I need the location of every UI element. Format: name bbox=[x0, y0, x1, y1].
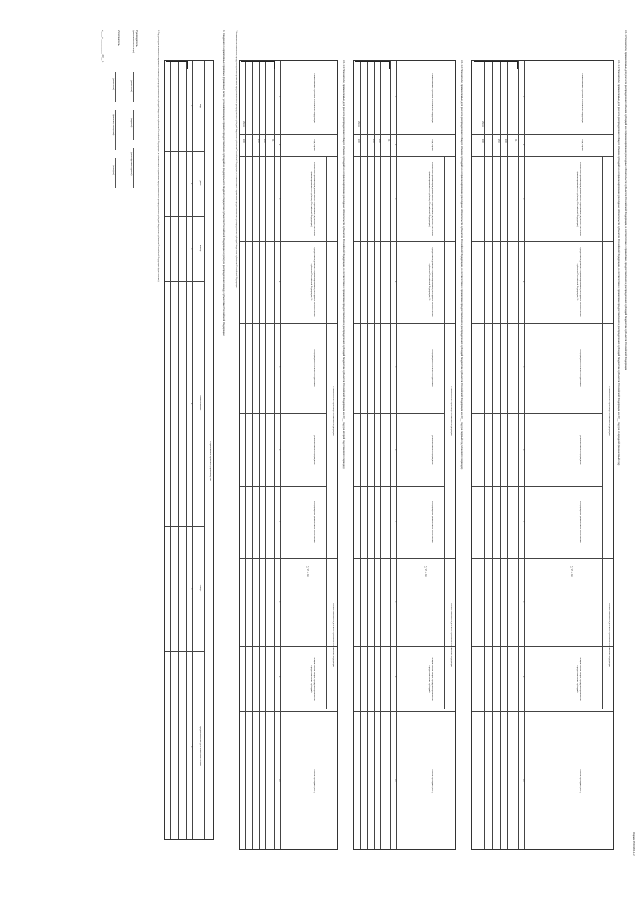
s4-header-number: номер bbox=[199, 244, 201, 252]
s3-colnum: 7 bbox=[278, 521, 280, 523]
s3-row-code: 900 bbox=[263, 139, 265, 143]
s3-header-name: Наименование субъекта Российской Федерации bbox=[313, 73, 315, 123]
s4-colnum: 6 bbox=[190, 746, 192, 748]
s4-header-purpose: предназначение для изменения статьи bbox=[199, 726, 201, 766]
footnote-asterisk: * Указываются показатели, предусмотренные правилами предоставления и распределения субсидий бюджетам субъектов Российской Федерации, в соответствии с правилами предоставления и распределения субсидий бюджетам субъектов Российской Федерации. bbox=[235, 30, 237, 289]
s1-header-c8: ∑ Vi ∙ Ki bbox=[570, 566, 573, 578]
s2-header-name: Наименование субъекта Российской Федерации bbox=[431, 73, 433, 123]
s1-header-c5: коэффициент полноты и подготовки bbox=[579, 349, 581, 387]
s2-header-group-calc: Расчет показателя для всех субъектов Российской Федерации bbox=[450, 603, 452, 667]
section-2-heading: 3.1.1.2 Показатели, применяемые для расчета распределения общего объема субсидий на софинансирование расходных обязательств субъектов Российской Федерации, в соответствии с правилами предоставления и распределения субсидий бюджетам субъектов Российской Федерации на 20__ год (на первый год планового периода) bbox=[460, 60, 463, 470]
s3-total-code: 900 bbox=[242, 139, 244, 143]
s1-header-c7: коэффициент финансового обеспечения bbox=[579, 501, 581, 543]
s4-header-group: Нормативный правовой (правовой) акт bbox=[209, 441, 211, 481]
s3-colnum: 1 bbox=[278, 96, 280, 98]
s2-colnum: 2 bbox=[394, 144, 396, 146]
s3-colnum: 9 bbox=[278, 676, 280, 678]
s4-header-name: наименование bbox=[199, 395, 201, 411]
sign-date: «____» __________ 20__ г. bbox=[101, 30, 104, 63]
s2-colnum: 3 bbox=[394, 198, 396, 200]
s2-colnum: 7 bbox=[394, 521, 396, 523]
section-2-table bbox=[353, 60, 456, 850]
s3-total-label: Итого bbox=[242, 121, 244, 128]
s2-header-c5: коэффициент полноты и подготовки bbox=[431, 349, 433, 387]
s1-colnum: 6 bbox=[522, 449, 524, 451]
s3-row-code: 950 bbox=[257, 139, 259, 143]
s1-header-group-indicators: Показатели по субъекту Российской Федерации bbox=[608, 386, 610, 436]
s2-colnum: 10 bbox=[394, 779, 396, 782]
s2-colnum: 6 bbox=[394, 449, 396, 451]
sign-executor-name: (фамилия, инициалы) bbox=[112, 114, 114, 136]
s1-colnum: 4 bbox=[522, 281, 524, 283]
s4-colnum: 1 bbox=[190, 105, 192, 107]
s2-header-code: Код строки bbox=[431, 139, 433, 151]
s3-colnum: 5 bbox=[278, 366, 280, 368]
s4-colnum: 2 bbox=[190, 183, 192, 185]
s3-colnum: 10 bbox=[278, 779, 280, 782]
s3-header-group-calc: Расчет показателя для всех субъектов Российской Федерации bbox=[332, 603, 334, 667]
s2-header-c9: общий объем затрат, предусмотренный на предоставление субсидий bbox=[428, 657, 433, 701]
sign-phone: (телефон) bbox=[112, 165, 114, 175]
s3-colnum: 8 bbox=[278, 601, 280, 603]
s1-total-code: 900 bbox=[481, 139, 483, 143]
s1-colnum: 2 bbox=[522, 144, 524, 146]
s3-header-c6: региональный коэффициент bbox=[313, 435, 315, 465]
s2-header-c4: предельный уровень софинансирования расходного обязательства субъекта Российской Федерации, % bbox=[428, 247, 433, 317]
s2-header-c3: количество организаций дошкольного образования (в расчете на объем финансирования по субъекту Российской Федерации) bbox=[428, 162, 433, 236]
sign-position: (должность) bbox=[130, 80, 132, 92]
sign-decoding: (расшифровка подписи) bbox=[130, 152, 132, 176]
s4-header-date: дата bbox=[199, 180, 201, 186]
section-3-table bbox=[239, 60, 338, 850]
s2-header-c6: региональный коэффициент bbox=[431, 435, 433, 465]
s1-header-c6: региональный коэффициент bbox=[579, 435, 581, 465]
s2-header-c8: ∑ Vi ∙ Ki bbox=[424, 566, 427, 578]
s1-header-name: Наименование субъекта Российской Федерации bbox=[581, 73, 583, 123]
s2-row-code: 01 bbox=[387, 139, 389, 142]
section-1-heading: 3.1.1.1 Показатели, применяемые для расчета распределения общего объема субсидий на софинансирование расходных обязательств субъектов Российской Федерации, в соответствии с правилами предоставления и распределения субсидий бюджетам субъектов Российской Федерации на 20__ год (на очередной финансовый год) bbox=[617, 60, 620, 466]
footnote-one: 1 Под расходом понимается правовое основание для предоставления субсидий бюджетам субъектов Российской Федерации, в соответствии с правилами предоставления и распределения субсидий бюджетам субъектов Российской Федерации (при наличии). bbox=[157, 30, 159, 283]
s2-row-code: 900 bbox=[378, 139, 380, 143]
sign-executor-label: Исполнитель bbox=[117, 30, 120, 46]
s3-header-c7: коэффициент финансового обеспечения bbox=[313, 501, 315, 543]
s4-header-vid: вид bbox=[199, 104, 201, 108]
s1-header-c3: количество организаций дошкольного образования (в расчете на объем финансирования по субъекту Российской Федерации) bbox=[576, 162, 581, 236]
form-code: Форма 0503184-1-2 bbox=[632, 832, 635, 856]
s3-header-total: Объем субсидии (тыс.) bbox=[313, 769, 315, 793]
s3-header-c8: ∑ Vi ∙ Ki bbox=[306, 566, 309, 578]
sign-executor-position: (должность) bbox=[112, 78, 114, 90]
s2-row-code: 950 bbox=[372, 139, 374, 143]
s2-colnum: 9 bbox=[394, 676, 396, 678]
sign-head-label: Руководитель bbox=[135, 30, 138, 47]
s3-colnum: 4 bbox=[278, 281, 280, 283]
s1-colnum: 10 bbox=[522, 779, 524, 782]
s1-colnum: 8 bbox=[522, 601, 524, 603]
s1-header-c4: предельный уровень софинансирования расходного обязательства субъекта Российской Федерации, % bbox=[576, 247, 581, 317]
s1-row-code: 950 bbox=[497, 139, 499, 143]
s2-colnum: 5 bbox=[394, 366, 396, 368]
s1-colnum: 3 bbox=[522, 198, 524, 200]
s3-header-c9: общий объем затрат, предусмотренный на предоставление субсидий bbox=[310, 657, 315, 701]
s3-header-c3: количество организаций дошкольного образования (в расчете на объем финансирования по субъекту Российской Федерации) bbox=[310, 162, 315, 236]
s2-colnum: 8 bbox=[394, 601, 396, 603]
s2-total-label: Итого bbox=[357, 121, 359, 128]
sign-head-sub: (уполномоченное лицо) bbox=[132, 30, 134, 53]
s1-header-group-calc: Расчет показателя для всех субъектов Российской Федерации bbox=[608, 603, 610, 667]
s1-header-c9: общий объем затрат, предусмотренный на предоставление субсидий bbox=[576, 657, 581, 701]
s3-header-c5: коэффициент полноты и подготовки bbox=[313, 349, 315, 387]
s2-colnum: 1 bbox=[394, 96, 396, 98]
section-1-table bbox=[471, 60, 614, 850]
s4-colnum: 5 bbox=[190, 588, 192, 590]
section-3-heading: 3.1.1.3 Показатели, применяемые для расчета распределения общего объема субсидий на софинансирование расходных обязательств субъектов Российской Федерации, в соответствии с правилами предоставления и распределения субсидий бюджетам субъектов Российской Федерации на 20__ год (на второй год планового периода) bbox=[342, 60, 345, 469]
s3-header-group-indicators: Показатели по субъекту Российской Федерации bbox=[332, 386, 334, 436]
s4-colnum: 4 bbox=[190, 403, 192, 405]
s1-header-total: Объем субсидии (тыс.) bbox=[579, 769, 581, 793]
s1-colnum: 5 bbox=[522, 366, 524, 368]
s4-colnum: 3 bbox=[190, 248, 192, 250]
s1-row-code: 01 bbox=[514, 139, 516, 142]
s3-row-code: 01 bbox=[271, 139, 273, 142]
s2-header-c7: коэффициент финансового обеспечения bbox=[431, 501, 433, 543]
s1-row-code: 900 bbox=[504, 139, 506, 143]
s1-colnum: 1 bbox=[522, 96, 524, 98]
s1-colnum: 9 bbox=[522, 676, 524, 678]
s2-header-total: Объем субсидии (тыс.) bbox=[431, 769, 433, 793]
s2-colnum: 4 bbox=[394, 281, 396, 283]
sign-signature: (подпись) bbox=[130, 118, 132, 128]
s1-colnum: 7 bbox=[522, 521, 524, 523]
s3-header-c4: предельный уровень софинансирования расходного обязательства субъекта Российской Федерации, % bbox=[310, 247, 315, 317]
s2-header-group-indicators: Показатели по субъекту Российской Федерации bbox=[450, 386, 452, 436]
s1-total-label: Итого bbox=[481, 121, 483, 128]
s3-colnum: 6 bbox=[278, 449, 280, 451]
s2-total-code: 900 bbox=[357, 139, 359, 143]
s3-colnum: 3 bbox=[278, 198, 280, 200]
s4-header-status: статус bbox=[199, 584, 201, 592]
section-4-table bbox=[164, 60, 214, 840]
s3-colnum: 2 bbox=[278, 144, 280, 146]
s1-header-code: Код строки bbox=[581, 139, 583, 151]
main-heading: 3.1.1 Показатели, применяемые для расчета распределения объема субсидий на софинансирование расходных обязательств субъектов Российской Федерации, в соответствии с правилами, предоставления и распределения субсидий бюджетам субъектов Российской Федерации bbox=[624, 30, 627, 371]
section-4-heading: 4. Сведения о нормативных правовых (правовых) актах, устанавливающих правила предоставления субсидий из федерального бюджета бюджетам субъектов Российской Федерации и (или) их распределения между субъектами Российской Федерации bbox=[222, 30, 225, 336]
s3-header-code: Код строки bbox=[313, 139, 315, 151]
